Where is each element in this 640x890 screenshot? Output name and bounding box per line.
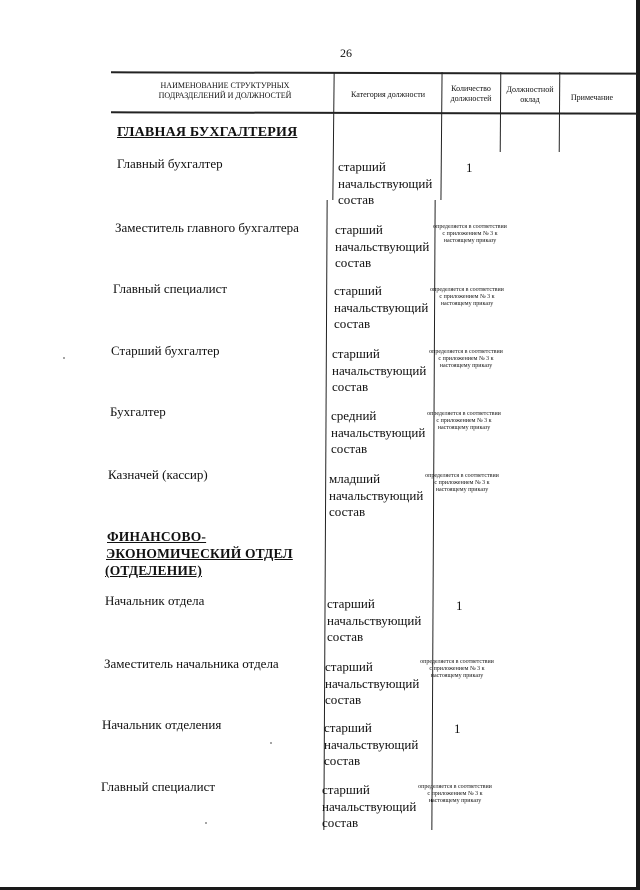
position-count-note: определяется в соответствии с приложением № 3 к настоящему приказу	[418, 784, 492, 804]
position-count: 1	[466, 160, 473, 175]
position-name: Начальник отделения	[102, 717, 222, 732]
header-salary: Должностной оклад	[506, 85, 554, 104]
position-name: Заместитель главного бухгалтера	[115, 220, 299, 235]
position-count-note: определяется в соответствии с приложением № 3 к настоящему приказу	[433, 224, 507, 244]
col-divider-1	[332, 72, 334, 200]
position-count: 1	[454, 721, 461, 736]
section-title: ГЛАВНАЯ БУХГАЛТЕРИЯ	[117, 125, 298, 140]
position-category: старший начальствующий состав	[322, 782, 417, 830]
position-name: Бухгалтер	[110, 404, 166, 419]
position-category: старший начальствующий состав	[332, 346, 427, 394]
position-count-note: определяется в соответствии с приложением № 3 к настоящему приказу	[429, 349, 503, 369]
section-title-line: ЭКОНОМИЧЕСКИЙ ОТДЕЛ	[106, 546, 293, 561]
position-category: старший начальствующий состав	[324, 720, 419, 768]
section-title-line: (ОТДЕЛЕНИЕ)	[105, 563, 203, 578]
position-name: Главный специалист	[101, 779, 216, 794]
position-name: Старший бухгалтер	[111, 343, 220, 358]
scan-speck	[63, 357, 65, 359]
position-count: 1	[456, 598, 463, 613]
header-name: НАИМЕНОВАНИЕ СТРУКТУРНЫХ ПОДРАЗДЕЛЕНИЙ И ДОЛЖНОСТЕЙ	[158, 81, 292, 100]
position-count-note: определяется в соответствии с приложением № 3 к настоящему приказу	[425, 473, 499, 493]
position-name: Казначей (кассир)	[108, 467, 208, 482]
position-category: старший начальствующий состав	[334, 283, 429, 331]
position-category: старший начальствующий состав	[338, 159, 433, 207]
position-count-note: определяется в соответствии с приложением № 3 к настоящему приказу	[427, 411, 501, 431]
scan-edge-right	[636, 0, 640, 890]
position-count-note: определяется в соответствии с приложением № 3 к настоящему приказу	[420, 659, 494, 679]
position-name: Заместитель начальника отдела	[104, 656, 279, 671]
position-category: младший начальствующий состав	[329, 471, 424, 519]
table-top-rule	[111, 71, 637, 74]
col-divider-2	[440, 72, 442, 200]
header-note: Примечание	[570, 93, 614, 102]
position-name: Начальник отдела	[105, 593, 205, 608]
scan-speck	[270, 742, 272, 744]
position-name: Главный бухгалтер	[117, 156, 223, 171]
position-category: средний начальствующий состав	[331, 408, 426, 456]
position-category: старший начальствующий состав	[335, 222, 430, 270]
position-category: старший начальствующий состав	[327, 596, 422, 644]
page-number: 26	[340, 46, 352, 60]
section-title-line: ФИНАНСОВО-	[107, 529, 207, 544]
position-category: старший начальствующий состав	[325, 659, 420, 707]
position-count-note: определяется в соответствии с приложением № 3 к настоящему приказу	[430, 287, 504, 307]
header-count: Количество должностей	[450, 84, 492, 103]
scan-speck	[205, 822, 207, 824]
position-name: Главный специалист	[113, 281, 228, 296]
header-category: Категория должности	[351, 90, 425, 99]
